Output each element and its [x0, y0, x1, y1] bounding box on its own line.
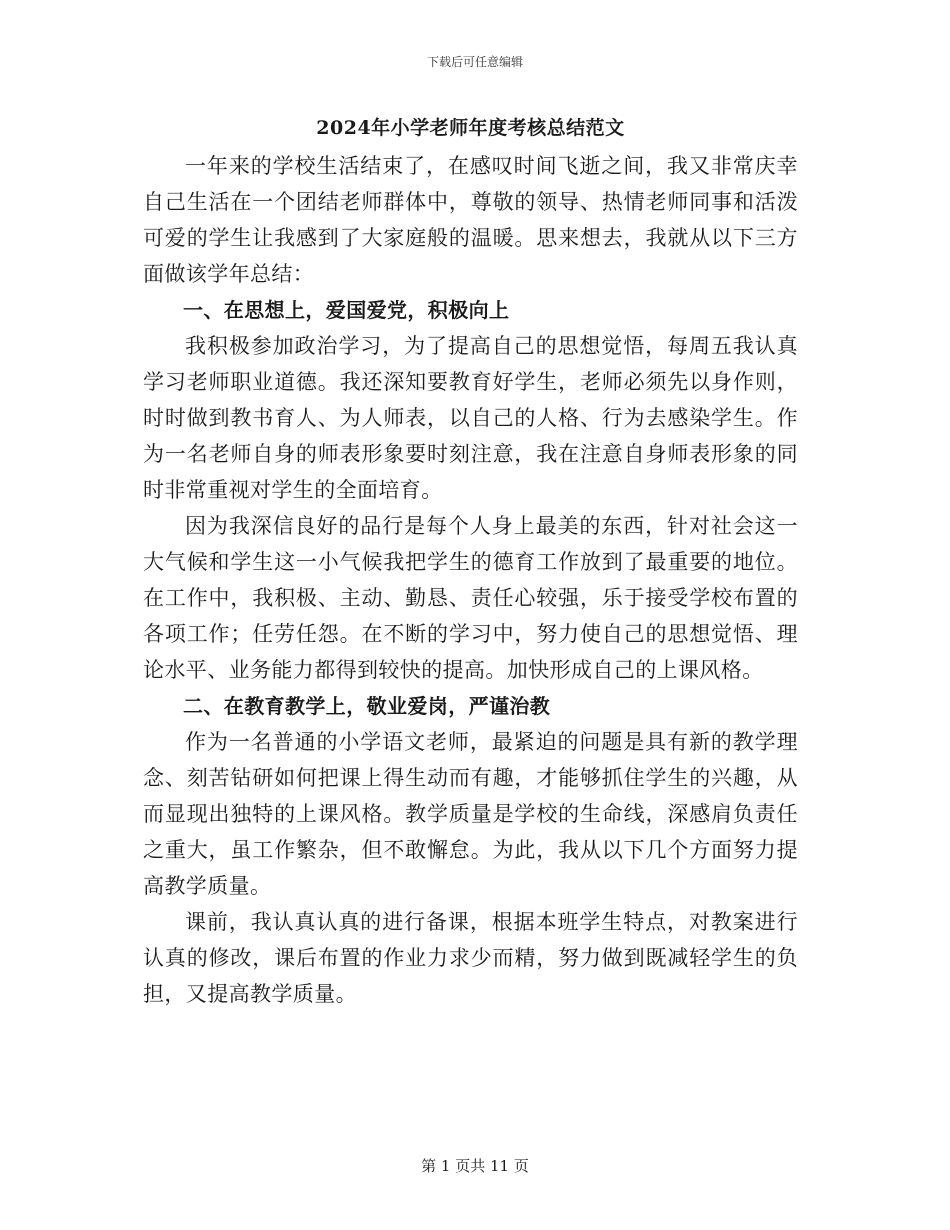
paragraph: 因为我深信良好的品行是每个人身上最美的东西，针对社会这一大气候和学生这一小气候我把学生的德育工作放到了最重要的地位。在工作中，我积极、主动、勤恳、责任心较强，乐于接受学校布置的各项工作；任劳任怨。在不断的学习中，努力使自己的思想觉悟、理论水平、业务能力都得到较快的提高。加快形成自己的上课风格。 [143, 514, 798, 682]
paragraph: 一年来的学校生活结束了，在感叹时间飞逝之间，我又非常庆幸自己生活在一个团结老师群体中，尊敬的领导、热情老师同事和活泼可爱的学生让我感到了大家庭般的温暖。思来想去，我就从以下三方面做该学年总结： [143, 154, 798, 286]
document-body [143, 113, 798, 1012]
page-header-note: 下载后可任意编辑 [426, 55, 523, 69]
page-number: 第 1 页共 11 页 [421, 1157, 529, 1175]
section-heading: 一、在思想上，爱国爱党，积极向上 [183, 298, 510, 322]
paragraph: 课前，我认真认真的进行备课，根据本班学生特点，对教案进行认真的修改，课后布置的作业力求少而精，努力做到既减轻学生的负担，又提高教学质量。 [143, 910, 798, 1006]
document-title: 2024年小学老师年度考核总结范文 [316, 117, 625, 139]
section-heading: 二、在教育教学上，敬业爱岗，严谨治教 [183, 694, 551, 718]
paragraph: 我积极参加政治学习，为了提高自己的思想觉悟，每周五我认真学习老师职业道德。我还深知要教育好学生，老师必须先以身作则，时时做到教书育人、为人师表，以自己的人格、行为去感染学生。作为一名老师自身的师表形象要时刻注意，我在注意自身师表形象的同时非常重视对学生的全面培育。 [143, 334, 798, 502]
paragraph: 作为一名普通的小学语文老师，最紧迫的问题是具有新的教学理念、刻苦钻研如何把课上得生动而有趣，才能够抓住学生的兴趣，从而显现出独特的上课风格。教学质量是学校的生命线，深感肩负责任之重大，虽工作繁杂，但不敢懈怠。为此，我从以下几个方面努力提高教学质量。 [143, 730, 798, 898]
